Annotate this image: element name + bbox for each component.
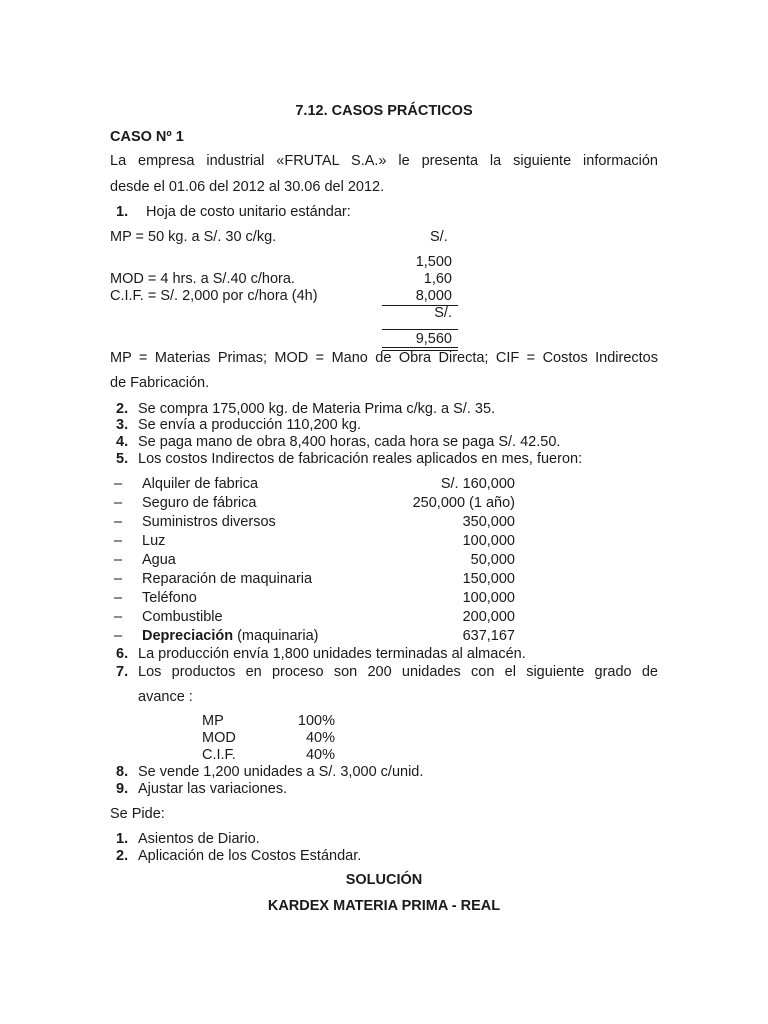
progress-value: 40% bbox=[305, 747, 335, 763]
item-number: 8. bbox=[116, 764, 129, 780]
item-text: Se compra 175,000 kg. de Materia Prima c/kg. a S/. 35. bbox=[138, 401, 496, 417]
cif-item-label: Teléfono bbox=[142, 590, 197, 606]
depreciation-label: Depreciación bbox=[142, 628, 234, 644]
cif-item-row bbox=[114, 514, 276, 530]
item-number: 2. bbox=[116, 401, 129, 417]
item-number: 1. bbox=[116, 204, 129, 220]
total-double-rule-1 bbox=[382, 347, 458, 348]
cif-item-row bbox=[114, 533, 165, 549]
dash-bullet: – bbox=[114, 590, 123, 606]
dash-bullet: – bbox=[114, 533, 123, 549]
item-number: 5. bbox=[116, 451, 129, 467]
dash-bullet: – bbox=[114, 571, 123, 587]
section-title: 7.12. CASOS PRÁCTICOS bbox=[295, 103, 473, 119]
item-7-line-1: Los productos en proceso son 200 unidades con el siguiente grado de bbox=[138, 664, 658, 680]
depreciation-label-suffix: (maquinaria) bbox=[233, 628, 319, 644]
progress-label: MOD bbox=[202, 730, 236, 746]
cif-item-value: 100,000 bbox=[462, 533, 515, 549]
mod-cost-value: 1,60 bbox=[423, 271, 452, 287]
cif-item-row bbox=[114, 552, 176, 568]
total-rule bbox=[382, 329, 458, 330]
cif-item-label: Reparación de maquinaria bbox=[142, 571, 313, 587]
list-item bbox=[116, 451, 582, 467]
progress-label: C.I.F. bbox=[202, 747, 236, 763]
item-text: Se envía a producción 110,200 kg. bbox=[138, 417, 362, 433]
progress-value: 100% bbox=[297, 713, 335, 729]
item-text: Los costos Indirectos de fabricación reales aplicados en mes, fueron: bbox=[138, 451, 583, 467]
list-item bbox=[116, 401, 495, 417]
dash-bullet: – bbox=[114, 495, 123, 511]
cif-item-label: Combustible bbox=[142, 609, 223, 625]
item-text: Se paga mano de obra 8,400 horas, cada hora se paga S/. 42.50. bbox=[138, 434, 561, 450]
mp-cost-value: 1,500 bbox=[415, 254, 452, 270]
dash-bullet: – bbox=[114, 552, 123, 568]
item-7-line-2: avance : bbox=[138, 689, 193, 705]
item-number: 4. bbox=[116, 434, 129, 450]
cif-item-row bbox=[114, 476, 258, 492]
item-text: Asientos de Diario. bbox=[138, 831, 260, 847]
se-pide-label: Se Pide: bbox=[110, 806, 165, 822]
mp-cost-text: MP = 50 kg. a S/. 30 c/kg. bbox=[110, 229, 277, 245]
cif-item-label: Alquiler de fabrica bbox=[142, 476, 259, 492]
list-item bbox=[116, 848, 361, 864]
cif-item-value: 250,000 (1 año) bbox=[412, 495, 515, 511]
cif-item-label: Suministros diversos bbox=[142, 514, 276, 530]
item-number: 6. bbox=[116, 646, 129, 662]
dash-bullet: – bbox=[114, 628, 123, 644]
cif-item-label: Luz bbox=[142, 533, 166, 549]
item-number: 1. bbox=[116, 831, 129, 847]
kardex-title: KARDEX MATERIA PRIMA - REAL bbox=[267, 898, 501, 914]
list-item bbox=[116, 781, 287, 797]
item-number: 3. bbox=[116, 417, 129, 433]
cif-item-value: S/. 160,000 bbox=[440, 476, 515, 492]
item-text: La producción envía 1,800 unidades terminadas al almacén. bbox=[138, 646, 526, 662]
item-1 bbox=[116, 204, 351, 220]
cif-item-value: 150,000 bbox=[462, 571, 515, 587]
total-cost-value: 9,560 bbox=[415, 331, 452, 347]
abbrev-line-2: de Fabricación. bbox=[110, 375, 210, 391]
currency-top: S/. bbox=[430, 229, 448, 245]
item-number: 2. bbox=[116, 848, 129, 864]
cif-item-row bbox=[114, 609, 223, 625]
list-item bbox=[116, 764, 423, 780]
progress-value: 40% bbox=[305, 730, 335, 746]
cif-item-label: Agua bbox=[142, 552, 176, 568]
item-number: 9. bbox=[116, 781, 129, 797]
dash-bullet: – bbox=[114, 514, 123, 530]
case-title: CASO Nº 1 bbox=[110, 129, 184, 145]
mod-cost-text: MOD = 4 hrs. a S/.40 c/hora. bbox=[110, 271, 295, 287]
item-text: Aplicación de los Costos Estándar. bbox=[138, 848, 362, 864]
item-number: 7. bbox=[116, 664, 129, 680]
currency-total: S/. bbox=[434, 305, 452, 321]
list-item bbox=[116, 831, 260, 847]
depreciation-row bbox=[114, 628, 319, 644]
depreciation-value: 637,167 bbox=[462, 628, 515, 644]
dash-bullet: – bbox=[114, 609, 123, 625]
cif-item-value: 100,000 bbox=[462, 590, 515, 606]
cif-item-label: Seguro de fábrica bbox=[142, 495, 257, 511]
abbrev-line-1: MP = Materias Primas; MOD = Mano de Obra Directa; CIF = Costos Indirectos bbox=[110, 350, 658, 366]
cif-item-value: 350,000 bbox=[462, 514, 515, 530]
cif-item-row bbox=[114, 590, 197, 606]
cif-item-row bbox=[114, 495, 256, 511]
cif-item-value: 200,000 bbox=[462, 609, 515, 625]
cif-item-row bbox=[114, 571, 312, 587]
list-item bbox=[116, 417, 361, 433]
item-text: Hoja de costo unitario estándar: bbox=[146, 204, 351, 220]
item-text: Se vende 1,200 unidades a S/. 3,000 c/unid. bbox=[138, 764, 424, 780]
intro-line-2: desde el 01.06 del 2012 al 30.06 del 2012. bbox=[110, 179, 385, 195]
progress-label: MP bbox=[202, 713, 224, 729]
solution-title: SOLUCIÓN bbox=[345, 872, 423, 888]
list-item bbox=[116, 434, 560, 450]
cif-item-value: 50,000 bbox=[470, 552, 515, 568]
item-6 bbox=[116, 646, 526, 662]
intro-line-1: La empresa industrial «FRUTAL S.A.» le presenta la siguiente información bbox=[110, 153, 658, 169]
item-text: Ajustar las variaciones. bbox=[138, 781, 288, 797]
dash-bullet: – bbox=[114, 476, 123, 492]
cif-cost-text: C.I.F. = S/. 2,000 por c/hora (4h) bbox=[110, 288, 318, 304]
cif-cost-value: 8,000 bbox=[415, 288, 452, 304]
